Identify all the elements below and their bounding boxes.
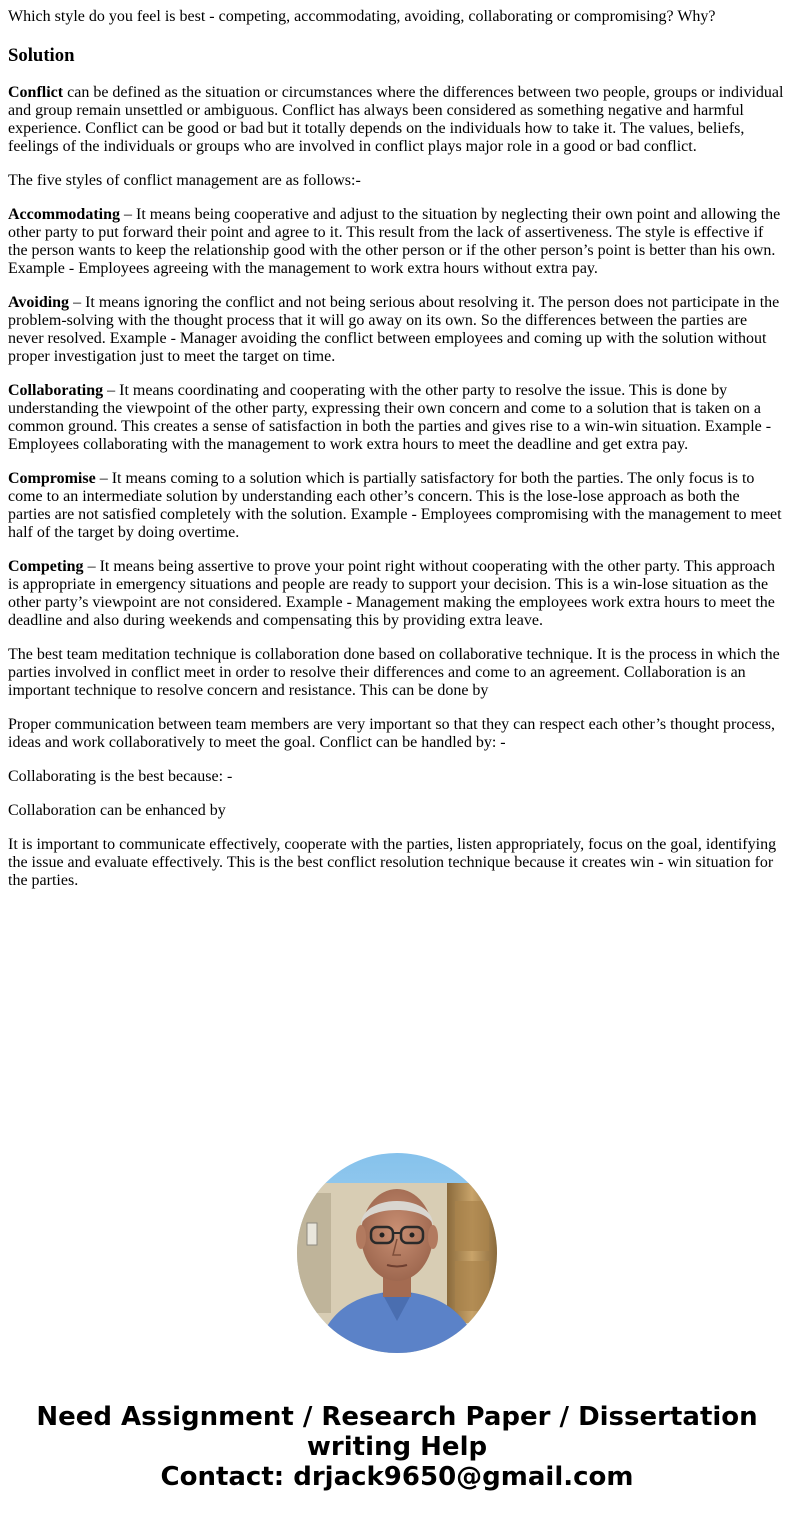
question-text: Which style do you feel is best - competing, accommodating, avoiding, collaborating or compromising? Why? [8, 8, 716, 25]
author-avatar [297, 1153, 497, 1353]
term-compromise: Compromise [8, 470, 96, 487]
document-content [8, 8, 784, 906]
term-avoiding: Avoiding [8, 294, 70, 311]
paragraph-text: – It means coordinating and cooperating with the other party to resolve the issue. This is done by understanding the viewpoint of the other party, expressing their own concern and come to a solution that is taken on a common ground. This creates a sense of satisfaction in both the parties and gives rise to a win-win situation. Example - Employees collaborating with the management to work extra hours to meet the deadline and get extra pay. [8, 382, 772, 453]
paragraph-text: Collaborating is the best because: - [8, 768, 233, 785]
term-conflict: Conflict [8, 84, 64, 101]
promo-line-2: writing Help [306, 1432, 488, 1462]
paragraph-conclusion [8, 836, 784, 890]
paragraph-collaborating [8, 382, 784, 454]
term-competing: Competing [8, 558, 84, 575]
paragraph-text: Proper communication between team members are very important so that they can respect each other’s thought process, ideas and work collaboratively to meet the goal. Conflict can be handled by: - [8, 716, 775, 751]
paragraph-text: The best team meditation technique is collaboration done based on collaborative technique. It is the process in which the parties involved in conflict meet in order to resolve their differences and come to an agreement. Collaboration is an important technique to resolve concern and resistance. This can be done by [8, 646, 780, 699]
paragraph-competing [8, 558, 784, 630]
paragraph-text: – It means being cooperative and adjust to the situation by neglecting their own point and allowing the other party to put forward their point and agree to it. This result from the lack of assertiveness. The style is effective if the person wants to keep the relationship good with the other person or if the other person’s point is better than his own. Example - Employees agreeing with the management to work extra hours without extra pay. [8, 206, 781, 277]
solution-heading: Solution [8, 45, 75, 66]
promo-banner [0, 1402, 794, 1492]
promo-line-1: Need Assignment / Research Paper / Dissertation [36, 1402, 758, 1432]
paragraph-compromise [8, 470, 784, 542]
paragraph-communication [8, 716, 784, 752]
paragraph-text: – It means coming to a solution which is partially satisfactory for both the parties. The only focus is to come to an intermediate solution by understanding each other’s concern. This is the lose-lose approach as both the parties are not satisfied completely with the solution. Example - Employees compromising with the management to meet half of the target by doing overtime. [8, 470, 782, 541]
paragraph-best-technique [8, 646, 784, 700]
paragraph-conflict [8, 84, 784, 156]
paragraph-text: It is important to communicate effectively, cooperate with the parties, listen appropriately, focus on the goal, identifying the issue and evaluate effectively. This is the best conflict resolution technique because it creates win - win situation for the parties. [8, 836, 777, 889]
paragraph-text: – It means being assertive to prove your point right without cooperating with the other party. This approach is appropriate in emergency situations and people are ready to support your decision. This is a win-lose situation as the other party’s viewpoint are not considered. Example - Management making the employees work extra hours to meet the deadline and also during weekends and compensating this by providing extra leave. [8, 558, 775, 629]
paragraph-text: can be defined as the situation or circumstances where the differences between two people, groups or individual and group remain unsettled or ambiguous. Conflict has always been considered as something negative and harmful experience. Conflict can be good or bad but it totally depends on the individuals how to take it. The values, beliefs, feelings of the individuals or groups who are involved in conflict plays major role in a good or bad conflict. [8, 84, 784, 155]
paragraph-collaborating-best [8, 768, 784, 786]
term-accommodating: Accommodating [8, 206, 120, 223]
paragraph-accommodating [8, 206, 784, 278]
paragraph-text: Collaboration can be enhanced by [8, 802, 226, 819]
paragraph-text: The five styles of conflict management are as follows:- [8, 172, 361, 189]
paragraph-collaboration-enhanced [8, 802, 784, 820]
term-collaborating: Collaborating [8, 382, 104, 399]
author-photo [297, 1153, 497, 1353]
promo-contact: Contact: drjack9650@gmail.com [160, 1462, 634, 1492]
paragraph-avoiding [8, 294, 784, 366]
paragraph-text: – It means ignoring the conflict and not being serious about resolving it. The person does not participate in the problem-solving with the thought process that it will go away on its own. So the differences between the parties are never resolved. Example - Manager avoiding the conflict between employees and coming up with the solution without proper investigation just to meet the target on time. [8, 294, 780, 365]
paragraph-five-styles [8, 172, 784, 190]
